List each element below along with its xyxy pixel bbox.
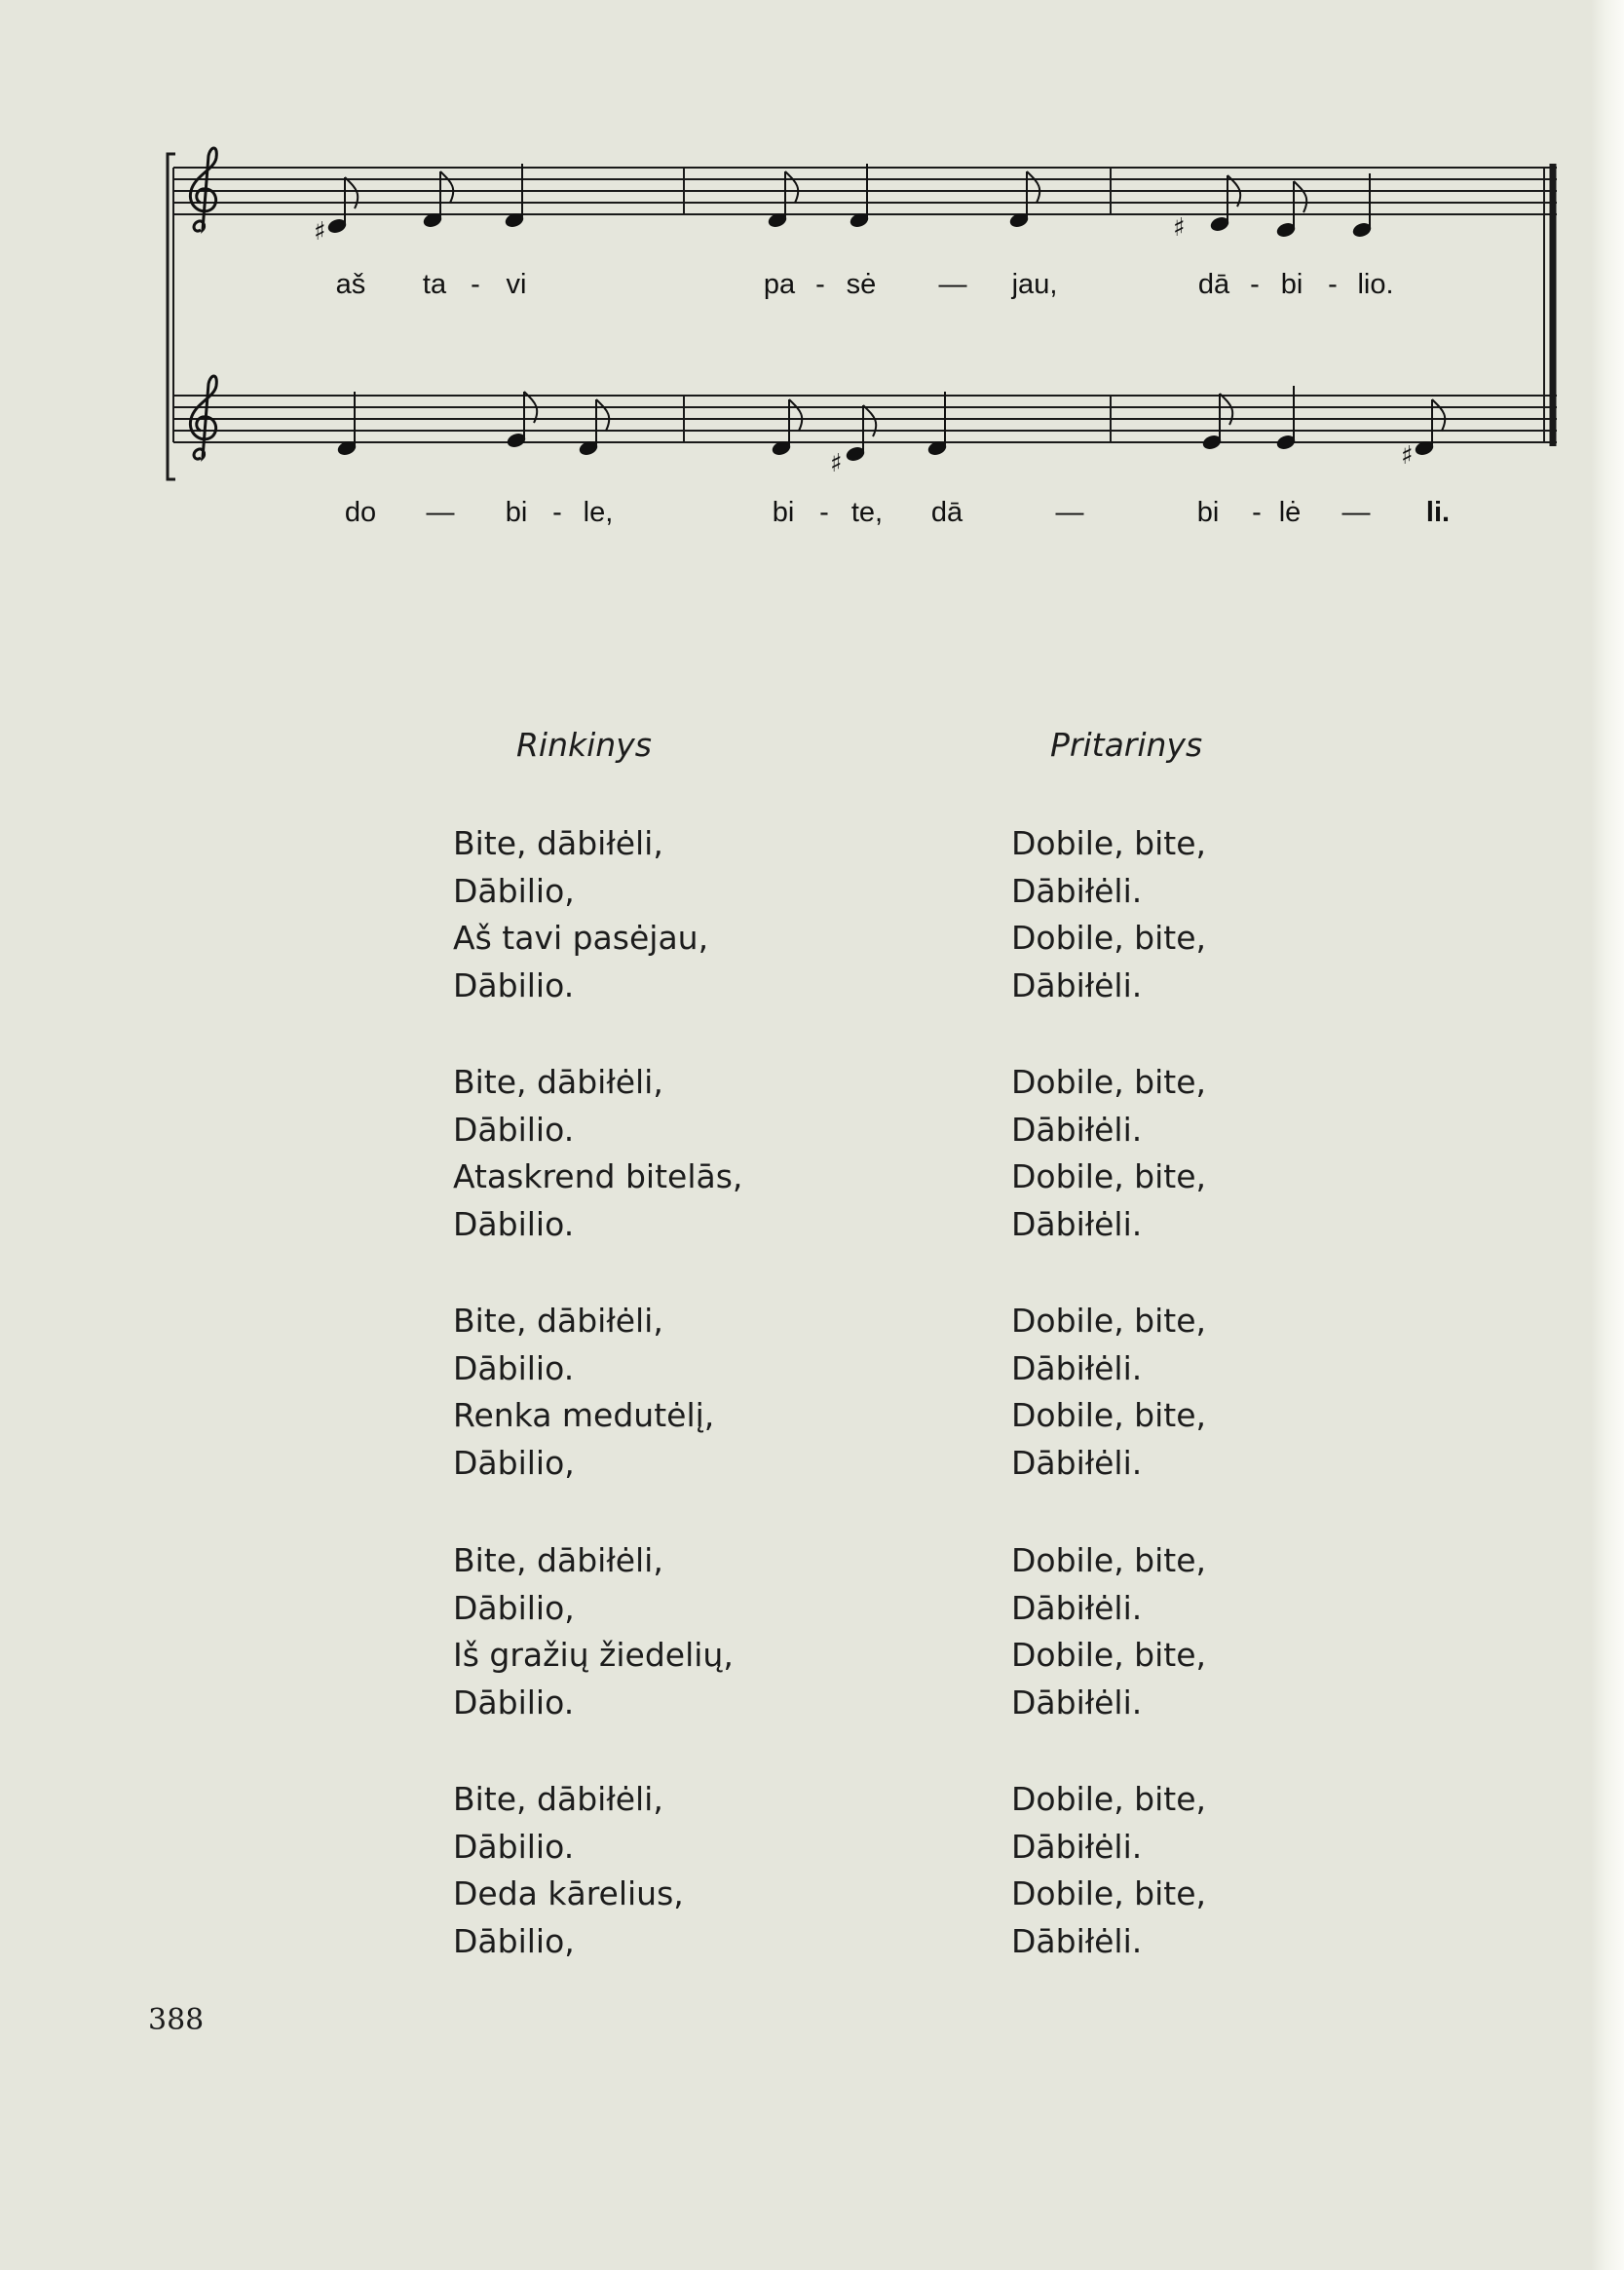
verse-line: Dobile, bite, [1011, 1541, 1207, 1579]
stanza-right [1011, 1298, 1206, 1487]
verse-line: Bite, dābiłėli, [453, 1063, 663, 1101]
verse-line: Dābilio, [453, 1443, 575, 1482]
lyric-syllable: ta [422, 269, 447, 300]
lyric-syllable: dā [1197, 269, 1230, 300]
verse-line: Dobile, bite, [1011, 1063, 1207, 1101]
verse-line: Dobile, bite, [1011, 1780, 1207, 1818]
verse-line: Dābilio. [453, 1204, 575, 1243]
lyric-hyphen: - [1328, 269, 1338, 300]
lyric-syllable: pa [763, 269, 796, 300]
verse-line: Dābiłėli. [1011, 1348, 1143, 1387]
verse-line: Dābilio, [453, 1588, 575, 1627]
verse-line: Dobile, bite, [1011, 1874, 1207, 1913]
verse-line: Dābiłėli. [1011, 871, 1143, 910]
verse-line: Dābilio, [453, 871, 575, 910]
lyric-syllable: bi [505, 497, 528, 528]
verse-line: Bite, dābiłėli, [453, 824, 663, 862]
lyric-dash: — [426, 497, 455, 528]
lyric-hyphen: - [1250, 269, 1260, 300]
verse-line: Dābiłėli. [1011, 1921, 1143, 1960]
verse-line: Bite, dābiłėli, [453, 1541, 663, 1579]
lyric-dash: — [1341, 497, 1371, 528]
lyric-syllable: bi [1280, 269, 1303, 300]
verse-line: Deda kārelius, [453, 1874, 684, 1913]
verse-line: Dābiłėli. [1011, 1588, 1143, 1627]
column-heading-rinkinys: Rinkinys [516, 726, 652, 764]
stanza-left [453, 1776, 684, 1965]
lyric-syllable: dā [930, 497, 963, 528]
lyric-syllable: lė [1278, 497, 1302, 528]
verse-line: Dābiłėli. [1011, 1110, 1143, 1149]
lyric-hyphen: - [552, 497, 562, 528]
lyric-syllable: sė [846, 269, 877, 300]
verse-line: Dābiłėli. [1011, 1204, 1143, 1243]
stanza-right [1011, 1776, 1206, 1965]
verse-line: Dābiłėli. [1011, 1827, 1143, 1866]
verse-line: Dābiłėli. [1011, 1683, 1143, 1721]
column-heading-pritarinys: Pritarinys [1050, 726, 1203, 764]
stanza-right [1011, 1059, 1206, 1248]
lyric-hyphen: - [819, 497, 829, 528]
verse-line: Dābilio. [453, 1827, 575, 1866]
verse-line: Dobile, bite, [1011, 1157, 1207, 1196]
verse-line: Ataskrend bitelās, [453, 1157, 743, 1196]
lyric-hyphen: - [1252, 497, 1262, 528]
verse-line: Dābiłėli. [1011, 965, 1143, 1004]
lyric-syllable: jau, [1011, 269, 1058, 300]
stanza-right [1011, 820, 1206, 1009]
verse-line: Dābilio. [453, 1348, 575, 1387]
svg-text:♯: ♯ [1173, 213, 1186, 243]
stanza-left [453, 1298, 714, 1487]
svg-text:♯: ♯ [314, 217, 326, 246]
stanza-left [453, 1059, 742, 1248]
svg-text:♯: ♯ [830, 449, 843, 478]
verse-line: Dābilio. [453, 965, 575, 1004]
verse-line: Dābiłėli. [1011, 1443, 1143, 1482]
verse-line: Aš tavi pasėjau, [453, 919, 709, 958]
stanza-left [453, 820, 708, 1009]
page-number: 388 [148, 2003, 205, 2037]
verse-line: Dābilio, [453, 1921, 575, 1960]
stanza-left [453, 1537, 734, 1726]
lyric-syllable: vi [506, 269, 527, 300]
verse-line: Dobile, bite, [1011, 824, 1207, 862]
verse-line: Bite, dābiłėli, [453, 1302, 663, 1340]
verse-line: Iš gražių žiedelių, [453, 1636, 734, 1675]
verse-line: Dābilio. [453, 1110, 575, 1149]
lyric-dash: — [938, 269, 967, 300]
lyric-syllable: le, [583, 497, 614, 528]
lyric-syllable: bi [1196, 497, 1220, 528]
verse-line: Dobile, bite, [1011, 1302, 1207, 1340]
lyric-syllable: do [344, 497, 377, 528]
lyric-dash: — [1055, 497, 1084, 528]
lyric-hyphen: - [471, 269, 480, 300]
verse-line: Dābilio. [453, 1683, 575, 1721]
stanza-right [1011, 1537, 1206, 1726]
verse-line: Dobile, bite, [1011, 1396, 1207, 1435]
lyric-hyphen: - [815, 269, 825, 300]
lyric-syllable: li. [1425, 497, 1451, 528]
lyric-syllable: bi [772, 497, 795, 528]
lyric-syllable: aš [335, 269, 366, 300]
verse-line: Renka medutėlį, [453, 1396, 715, 1435]
verse-line: Dobile, bite, [1011, 1636, 1207, 1675]
lyric-syllable: te, [850, 497, 884, 528]
verse-line: Dobile, bite, [1011, 919, 1207, 958]
verse-line: Bite, dābiłėli, [453, 1780, 663, 1818]
svg-text:♯: ♯ [1401, 441, 1414, 471]
lyric-syllable: lio. [1357, 269, 1394, 300]
